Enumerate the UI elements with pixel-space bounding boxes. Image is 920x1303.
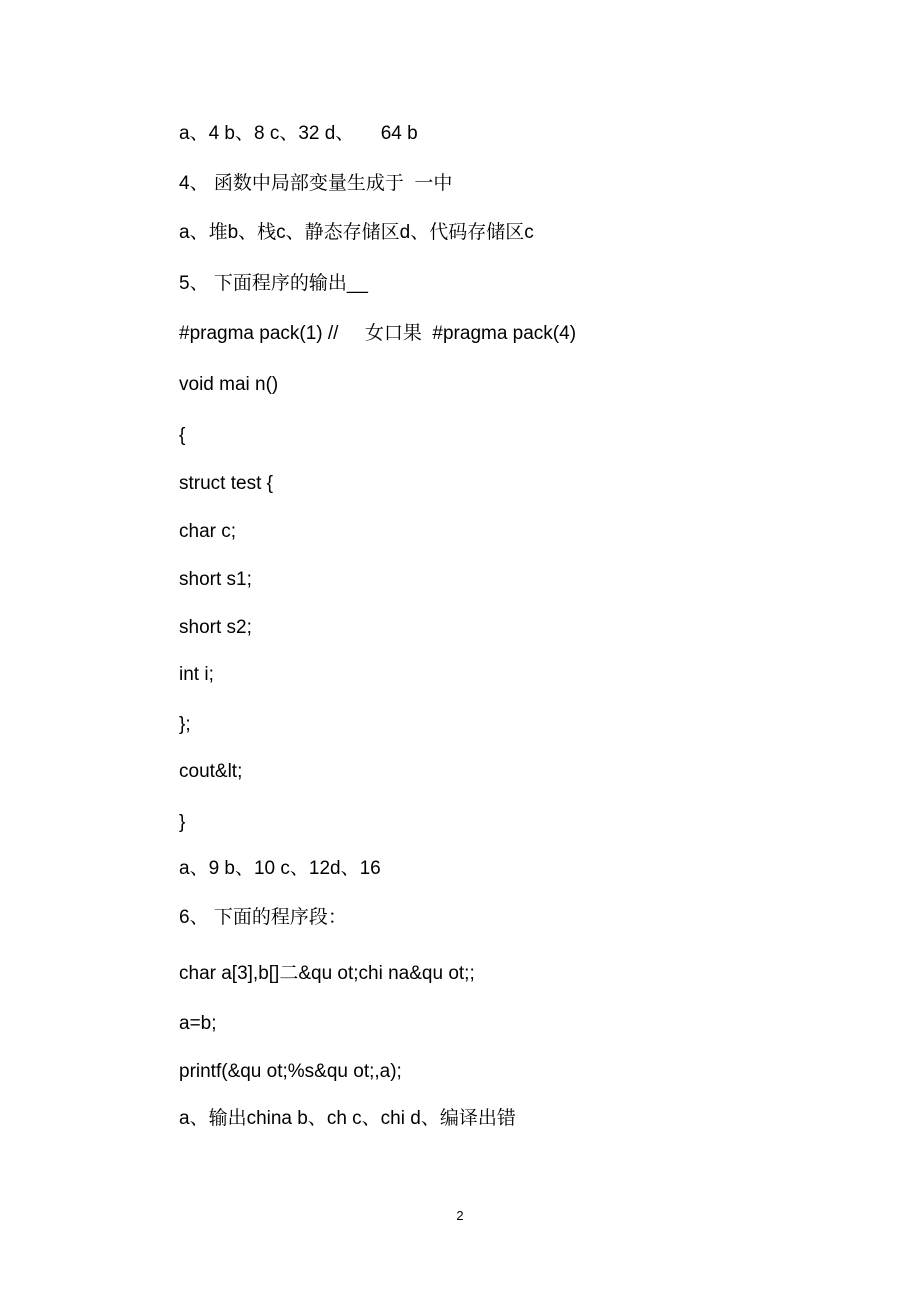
answer-options-q4: a、堆b、栈c、静态存储区d、代码存储区c <box>179 222 534 243</box>
code-line-main: void mai n() <box>179 374 279 395</box>
code-line-int: int i; <box>179 664 214 685</box>
code-line-struct-close: }; <box>179 714 191 735</box>
code-line-char: char c; <box>179 521 237 542</box>
answer-options-q6: a、输出china b、ch c、chi d、编译出错 <box>179 1108 516 1129</box>
code-line-open-brace: { <box>179 425 186 446</box>
code-line-close-brace: } <box>179 812 186 833</box>
code-line-pragma: #pragma pack(1) // 女口果 #pragma pack(4) <box>179 323 577 344</box>
code-line-short-s2: short s2; <box>179 617 252 638</box>
code-line-assign: a=b; <box>179 1013 217 1034</box>
question-4: 4、 函数中局部变量生成于 一中 <box>179 173 453 194</box>
question-6: 6、 下面的程序段： <box>179 907 347 928</box>
page-number: 2 <box>456 1208 464 1223</box>
code-line-short-s1: short s1; <box>179 569 252 590</box>
question-5: 5、 下面程序的输出__ <box>179 273 368 294</box>
answer-options-q5: a、9 b、10 c、12d、16 <box>179 858 381 879</box>
code-line-printf: printf(&qu ot;%s&qu ot;,a); <box>179 1061 402 1082</box>
code-line-char-array: char a[3],b[]二&qu ot;chi na&qu ot;; <box>179 963 475 984</box>
answer-options-q3: a、4 b、8 c、32 d、 64 b <box>179 123 418 144</box>
code-line-cout: cout&lt; <box>179 761 243 782</box>
code-line-struct: struct test { <box>179 473 273 494</box>
